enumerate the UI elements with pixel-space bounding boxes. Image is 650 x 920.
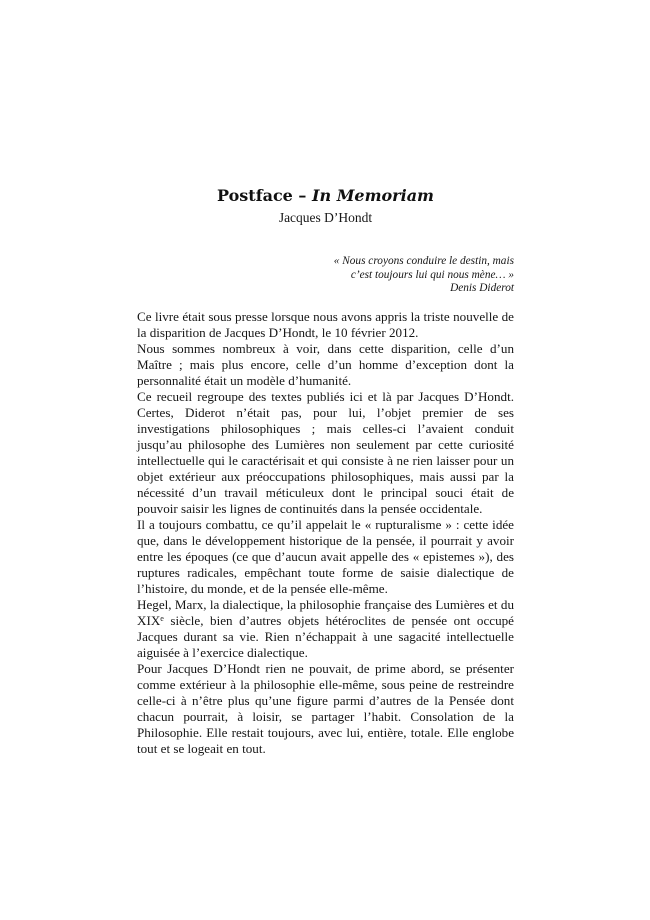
paragraph: Nous sommes nombreux à voir, dans cette disparition, celle d’un Maître ; mais plus encore, celle d’un homme d’exception dont la personnalité était un modèle d’humanité. xyxy=(137,340,514,388)
page-title xyxy=(137,186,514,205)
epigraph xyxy=(137,255,514,296)
paragraph-text: siècle, bien d’autres objets hétéroclites de pensée ont occupé Jacques durant sa vie. Rien n’échappait à une sagacité intellectuelle aiguisée à l’exercice dialectique. xyxy=(137,612,514,660)
paragraph xyxy=(137,597,514,661)
epigraph-line-1: « Nous croyons conduire le destin, mais xyxy=(333,255,514,267)
superscript-ordinal: e xyxy=(160,613,164,623)
author-name: Jacques D’Hondt xyxy=(278,210,373,225)
page-title-prefix: Postface – xyxy=(217,186,312,205)
paragraph: Ce recueil regroupe des textes publiés ici et là par Jacques D’Hondt. Certes, Diderot n’était pas, pour lui, l’objet premier de ses investigations philosophiques ; mais celles-ci l’avaient conduit jusqu’au philosophe des Lumières non seulement par cette curiosité intellectuelle qui le caractérisait et qui consiste à ne rien laisser pour un objet extérieur aux préoccupations philosophiques, mais aussi par la nécessité d’un travail méticuleux dont le principal souci était de pouvoir saisir les lignes de continuités dans la pensée occidentale. xyxy=(137,388,514,516)
body-text xyxy=(137,309,514,757)
paragraph: Il a toujours combattu, ce qu’il appelait le « rupturalisme » : cette idée que, dans le développement historique de la pensée, il pourrait y avoir entre les époques (ce que d’aucun avait appelle des « epistemes »), des ruptures radicales, empêchant toute forme de saisie dialectique de l’histoire, du monde, et de la pensée elle-même. xyxy=(137,516,514,596)
epigraph-line-2: c’est toujours lui qui nous mène… » xyxy=(350,268,514,281)
paragraph: Ce livre était sous presse lorsque nous avons appris la triste nouvelle de la disparition de Jacques D’Hondt, le 10 février 2012. xyxy=(137,308,514,340)
paragraph: Pour Jacques D’Hondt rien ne pouvait, de prime abord, se présenter comme extérieur à la philosophie elle-même, sous peine de restreindre celle-ci à n’être plus qu’une figure parmi d’autres de la Pensée dont chacun pourrait, à loisir, se partager l’habit. Consolation de la Philosophie. Elle restait toujours, avec lui, entière, totale. Elle englobe tout et se logeait en tout. xyxy=(137,660,514,756)
epigraph-attribution: Denis Diderot xyxy=(450,282,514,294)
page-title-emphasis: In Memoriam xyxy=(312,186,434,205)
paragraph-text: Hegel, Marx, la dialectique, la philosophie française des Lumières et du XIX xyxy=(137,596,514,628)
page-content xyxy=(137,186,514,757)
